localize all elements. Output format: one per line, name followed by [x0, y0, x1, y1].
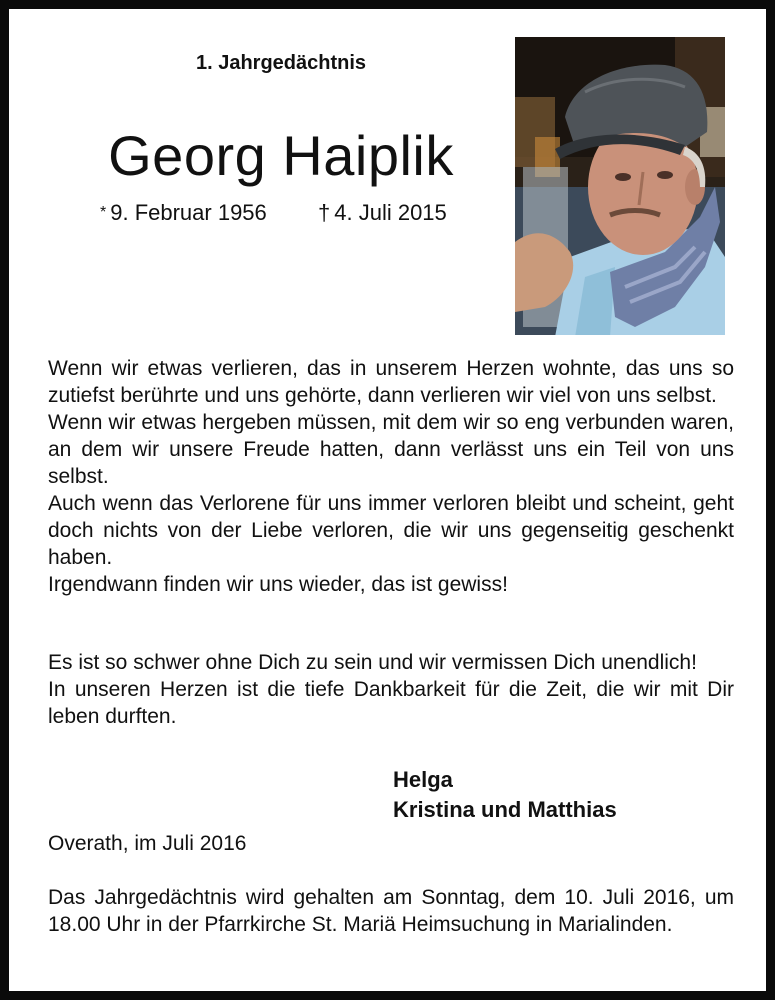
message-paragraph: In unseren Herzen ist die tiefe Dankbarkeit für die Zeit, die wir mit Dir leben durften.: [48, 678, 734, 728]
poem-paragraph: Irgendwann finden wir uns wieder, das ist gewiss!: [48, 573, 508, 596]
signers: [393, 765, 617, 825]
signer-name: Helga: [393, 767, 453, 792]
death-line: [318, 200, 447, 226]
family-message: [48, 649, 734, 730]
death-cross-icon: †: [318, 200, 331, 225]
service-info: [48, 884, 734, 938]
message-paragraph: Es ist so schwer ohne Dich zu sein und wir vermissen Dich unendlich!: [48, 651, 697, 674]
anniversary-heading: 1. Jahrgedächtnis: [195, 52, 367, 74]
poem-text: [48, 355, 734, 598]
birth-star-icon: *: [100, 204, 107, 221]
death-date: 4. Juli 2015: [334, 200, 447, 225]
portrait-photo: [515, 37, 725, 335]
birth-date: 9. Februar 1956: [110, 200, 267, 225]
poem-paragraph: Wenn wir etwas hergeben müssen, mit dem wir so eng verbunden waren, an dem wir unsere Freude hatten, dann verlässt uns ein Teil von uns selbst.: [48, 411, 734, 488]
poem-paragraph: Wenn wir etwas verlieren, das in unserem Herzen wohnte, das uns so zutiefst berührte und uns gehörte, dann verlieren wir viel von uns selbst.: [48, 357, 734, 407]
service-paragraph: Das Jahrgedächtnis wird gehalten am Sonntag, dem 10. Juli 2016, um 18.00 Uhr in der Pfarrkirche St. Mariä Heimsuchung in Marialinden.: [48, 886, 734, 936]
signer-name: Kristina und Matthias: [393, 797, 617, 822]
place-date: Overath, im Juli 2016: [48, 832, 247, 855]
deceased-name: Georg Haiplik: [108, 124, 454, 187]
poem-paragraph: Auch wenn das Verlorene für uns immer verloren bleibt und scheint, geht doch nichts von der Liebe verloren, die wir uns gegenseitig geschenkt haben.: [48, 492, 734, 569]
birth-line: [100, 200, 267, 226]
